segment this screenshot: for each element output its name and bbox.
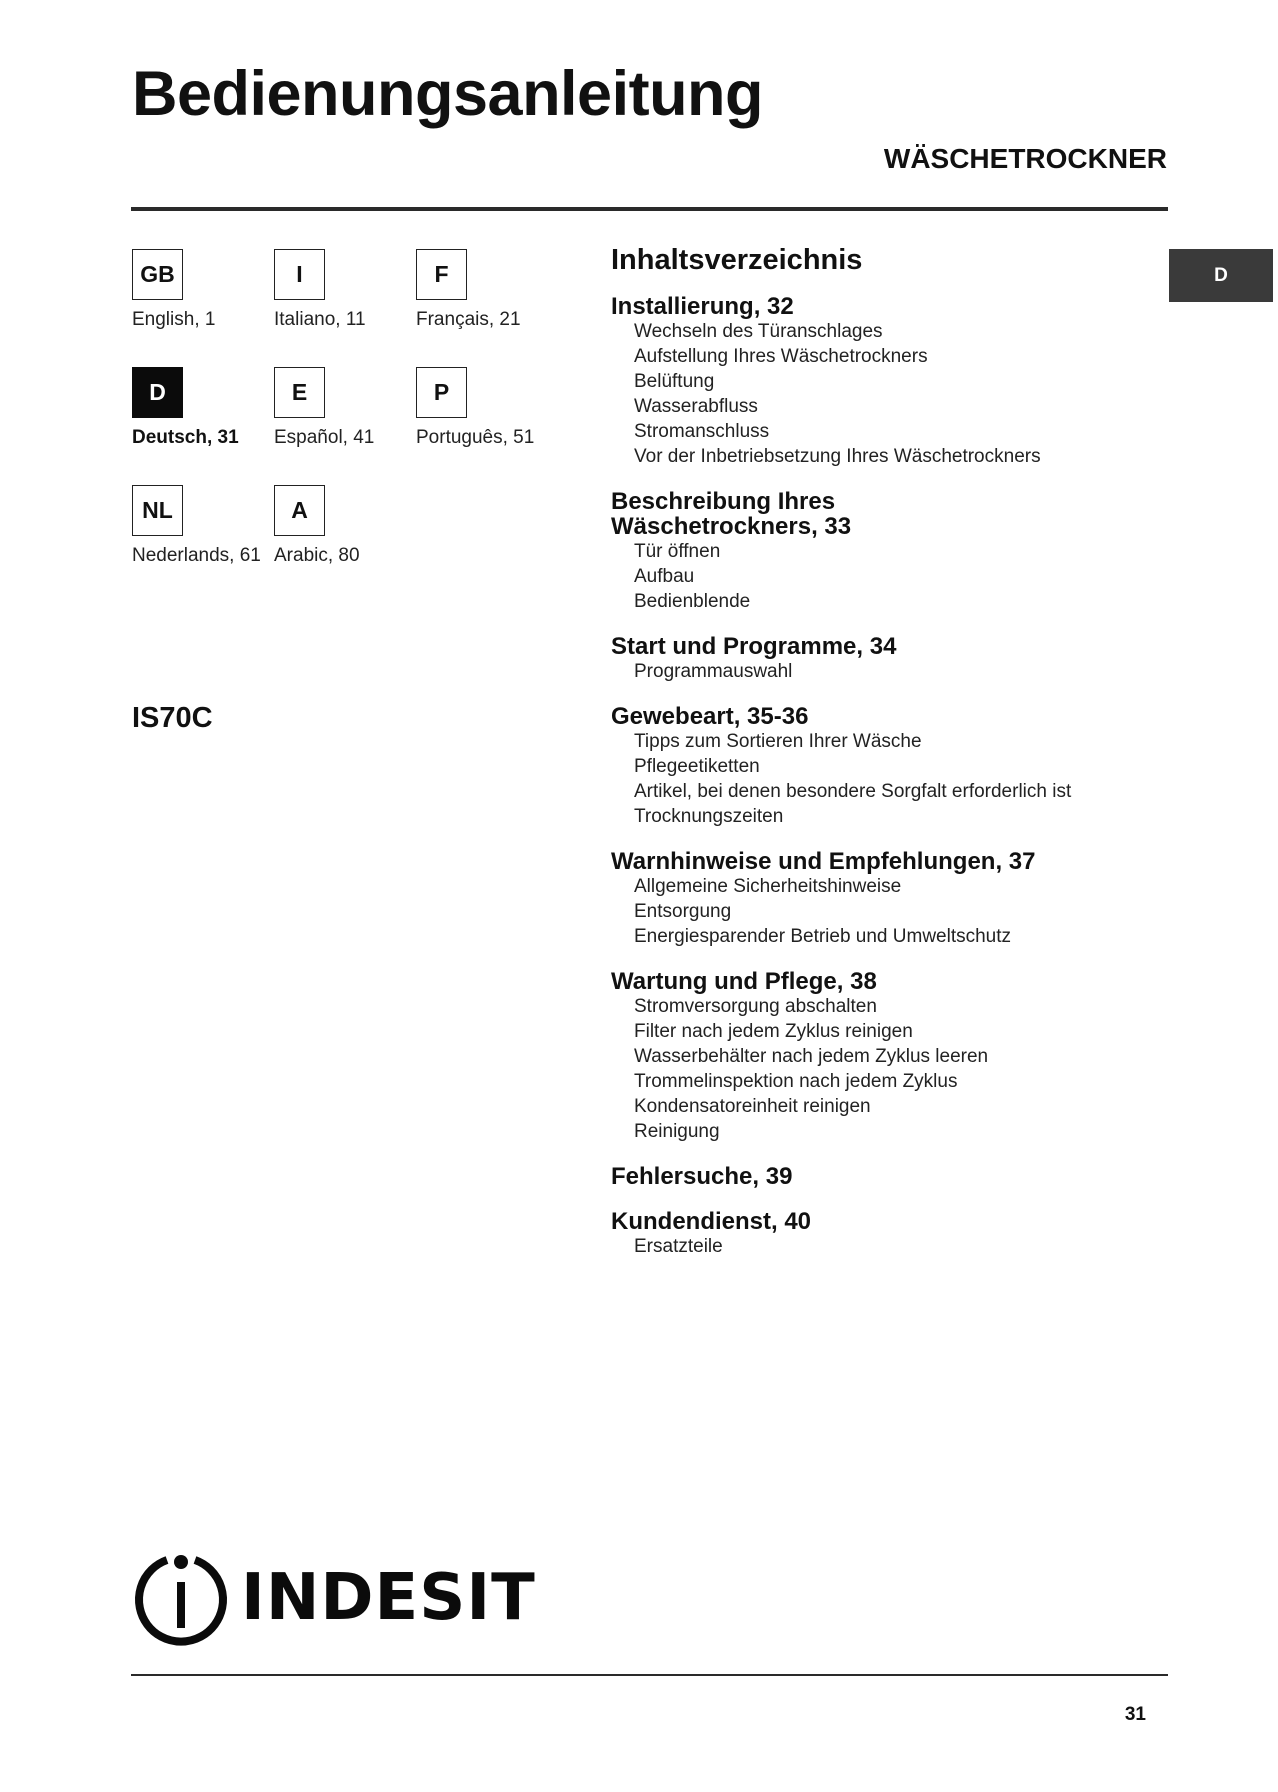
language-d[interactable] bbox=[132, 367, 272, 449]
toc-section bbox=[611, 969, 1171, 1144]
language-code-box: I bbox=[274, 249, 325, 300]
language-code-box: NL bbox=[132, 485, 183, 536]
toc-item[interactable]: Ersatzteile bbox=[634, 1236, 723, 1257]
language-label: Français, 21 bbox=[416, 309, 521, 330]
toc-item[interactable]: Tipps zum Sortieren Ihrer Wäsche bbox=[634, 731, 922, 752]
toc-item[interactable]: Wasserbehälter nach jedem Zyklus leeren bbox=[634, 1046, 989, 1067]
toc-section bbox=[611, 1209, 1171, 1259]
brand-logo bbox=[133, 1548, 536, 1648]
language-code-box: GB bbox=[132, 249, 183, 300]
toc-section-title[interactable]: Fehlersuche, 39 bbox=[611, 1163, 793, 1190]
toc-item[interactable]: Filter nach jedem Zyklus reinigen bbox=[634, 1021, 913, 1042]
language-label: Arabic, 80 bbox=[274, 545, 360, 566]
page-number: 31 bbox=[1124, 1704, 1146, 1725]
toc-section-title[interactable]: Warnhinweise und Empfehlungen, 37 bbox=[611, 848, 1036, 875]
toc-item[interactable]: Artikel, bei denen besondere Sorgfalt erforderlich ist bbox=[634, 781, 1072, 802]
toc-section-title-line2[interactable]: Wäschetrockners, 33 bbox=[611, 513, 852, 540]
toc-item[interactable]: Stromversorgung abschalten bbox=[634, 996, 877, 1017]
indesit-i-logo-icon bbox=[133, 1550, 229, 1646]
language-side-tab: D bbox=[1169, 249, 1273, 302]
language-p[interactable] bbox=[416, 367, 556, 449]
toc-section bbox=[611, 489, 1171, 614]
toc-item[interactable]: Aufbau bbox=[634, 566, 695, 587]
toc-item[interactable]: Vor der Inbetriebsetzung Ihres Wäschetrockners bbox=[634, 446, 1041, 467]
toc-item[interactable]: Reinigung bbox=[634, 1121, 720, 1142]
toc-item[interactable]: Belüftung bbox=[634, 371, 715, 392]
toc-item[interactable]: Wechseln des Türanschlages bbox=[634, 321, 883, 342]
toc-section bbox=[611, 1164, 1171, 1189]
language-label: Italiano, 11 bbox=[274, 309, 366, 330]
toc-item[interactable]: Tür öffnen bbox=[634, 541, 721, 562]
language-code-box: F bbox=[416, 249, 467, 300]
toc-section bbox=[611, 849, 1171, 949]
language-i[interactable] bbox=[274, 249, 414, 331]
toc-section-title[interactable]: Start und Programme, 34 bbox=[611, 633, 897, 660]
toc-item[interactable]: Trocknungszeiten bbox=[634, 806, 784, 827]
language-code-box-active: D bbox=[132, 367, 183, 418]
language-gb[interactable] bbox=[132, 249, 272, 331]
language-f[interactable] bbox=[416, 249, 556, 331]
toc-item[interactable]: Wasserabfluss bbox=[634, 396, 758, 417]
toc-item[interactable]: Trommelinspektion nach jedem Zyklus bbox=[634, 1071, 958, 1092]
toc-item[interactable]: Programmauswahl bbox=[634, 661, 793, 682]
bottom-divider bbox=[131, 1674, 1168, 1676]
toc-section-title[interactable]: Kundendienst, 40 bbox=[611, 1208, 812, 1235]
toc-section bbox=[611, 704, 1171, 829]
toc-section bbox=[611, 294, 1171, 469]
toc-section-title[interactable]: Installierung, 32 bbox=[611, 293, 794, 320]
table-of-contents bbox=[611, 244, 1171, 1279]
toc-section-title[interactable]: Wartung und Pflege, 38 bbox=[611, 968, 877, 995]
language-label: Español, 41 bbox=[274, 427, 375, 448]
page-title: Bedienungsanleitung bbox=[132, 59, 764, 129]
toc-section-title[interactable]: Beschreibung Ihres bbox=[611, 488, 836, 515]
language-nl[interactable] bbox=[132, 485, 272, 567]
language-code-box: E bbox=[274, 367, 325, 418]
product-category: WÄSCHETROCKNER bbox=[883, 143, 1167, 174]
toc-item[interactable]: Allgemeine Sicherheitshinweise bbox=[634, 876, 902, 897]
toc-item[interactable]: Entsorgung bbox=[634, 901, 732, 922]
toc-section-title[interactable]: Gewebeart, 35-36 bbox=[611, 703, 809, 730]
language-e[interactable] bbox=[274, 367, 414, 449]
language-label: English, 1 bbox=[132, 309, 216, 330]
toc-heading: Inhaltsverzeichnis bbox=[611, 244, 863, 276]
toc-item[interactable]: Bedienblende bbox=[634, 591, 751, 612]
top-divider bbox=[131, 207, 1168, 211]
toc-item[interactable]: Pflegeetiketten bbox=[634, 756, 760, 777]
language-code-box: P bbox=[416, 367, 467, 418]
language-code-box: A bbox=[274, 485, 325, 536]
toc-item[interactable]: Energiesparender Betrieb und Umweltschutz bbox=[634, 926, 1012, 947]
model-number: IS70C bbox=[132, 702, 213, 734]
language-a[interactable] bbox=[274, 485, 414, 567]
language-label: Nederlands, 61 bbox=[132, 545, 261, 566]
language-label: Português, 51 bbox=[416, 427, 535, 448]
language-label-active: Deutsch, 31 bbox=[132, 427, 239, 448]
toc-item[interactable]: Stromanschluss bbox=[634, 421, 770, 442]
toc-section bbox=[611, 634, 1171, 684]
toc-item[interactable]: Kondensatoreinheit reinigen bbox=[634, 1096, 871, 1117]
brand-wordmark: INDESIT bbox=[241, 1561, 536, 1635]
toc-item[interactable]: Aufstellung Ihres Wäschetrockners bbox=[634, 346, 928, 367]
